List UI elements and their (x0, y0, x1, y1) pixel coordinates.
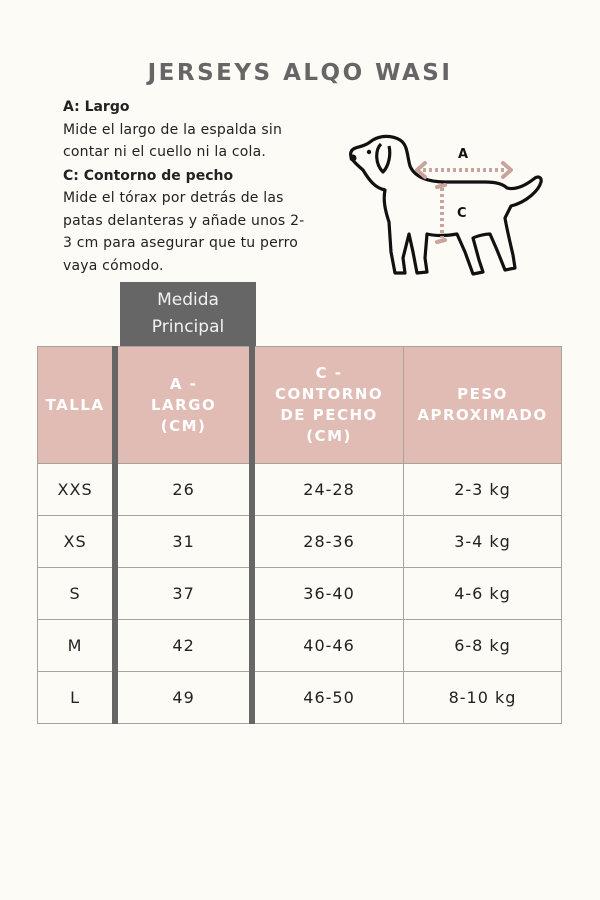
cell-peso: 6-8 kg (404, 620, 562, 672)
dog-nose (350, 155, 357, 162)
cell-pecho: 46-50 (252, 672, 403, 724)
cell-peso: 2-3 kg (404, 464, 562, 516)
measurement-instructions (63, 96, 313, 277)
page-title: JERSEYS ALQO WASI (147, 60, 453, 86)
cell-largo: 26 (115, 464, 252, 516)
cell-pecho: 28-36 (252, 516, 403, 568)
cell-pecho: 24-28 (252, 464, 403, 516)
label-a: A (458, 147, 469, 162)
medida-principal-label (120, 282, 256, 346)
header-peso: PESO APROXIMADO (404, 347, 562, 464)
cell-largo: 49 (115, 672, 252, 724)
label-c: C (457, 206, 467, 221)
table-row (38, 464, 562, 516)
cell-talla: L (38, 672, 116, 724)
cell-talla: M (38, 620, 116, 672)
header-talla: TALLA (38, 347, 116, 464)
cell-talla: XXS (38, 464, 116, 516)
cell-pecho: 40-46 (252, 620, 403, 672)
medida-line1: Medida (157, 290, 219, 310)
cell-peso: 3-4 kg (404, 516, 562, 568)
cell-pecho: 36-40 (252, 568, 403, 620)
header-largo: A - LARGO (CM) (115, 347, 252, 464)
table-row (38, 672, 562, 724)
medida-line2: Principal (151, 317, 225, 337)
cell-talla: S (38, 568, 116, 620)
cell-peso: 8-10 kg (404, 672, 562, 724)
cell-largo: 42 (115, 620, 252, 672)
table-row (38, 568, 562, 620)
pecho-text: Mide el tórax por detrás de las patas delanteras y añade unos 2-3 cm para asegurar que tu perro vaya cómodo. (63, 190, 305, 274)
table-row (38, 620, 562, 672)
dog-measurement-icon (345, 130, 545, 280)
table-row (38, 516, 562, 568)
size-table (37, 346, 562, 724)
largo-text: Mide el largo de la espalda sin contar ni el cuello ni la cola. (63, 121, 283, 160)
dog-eye (367, 150, 371, 154)
pecho-heading: C: Contorno de pecho (63, 167, 234, 184)
dog-ear (377, 144, 390, 172)
dog-outline (351, 136, 542, 274)
cell-largo: 31 (115, 516, 252, 568)
header-pecho: C - CONTORNO DE PECHO (CM) (252, 347, 403, 464)
cell-peso: 4-6 kg (404, 568, 562, 620)
table-header-row (38, 347, 562, 464)
largo-heading: A: Largo (63, 99, 130, 115)
cell-talla: XS (38, 516, 116, 568)
cell-largo: 37 (115, 568, 252, 620)
